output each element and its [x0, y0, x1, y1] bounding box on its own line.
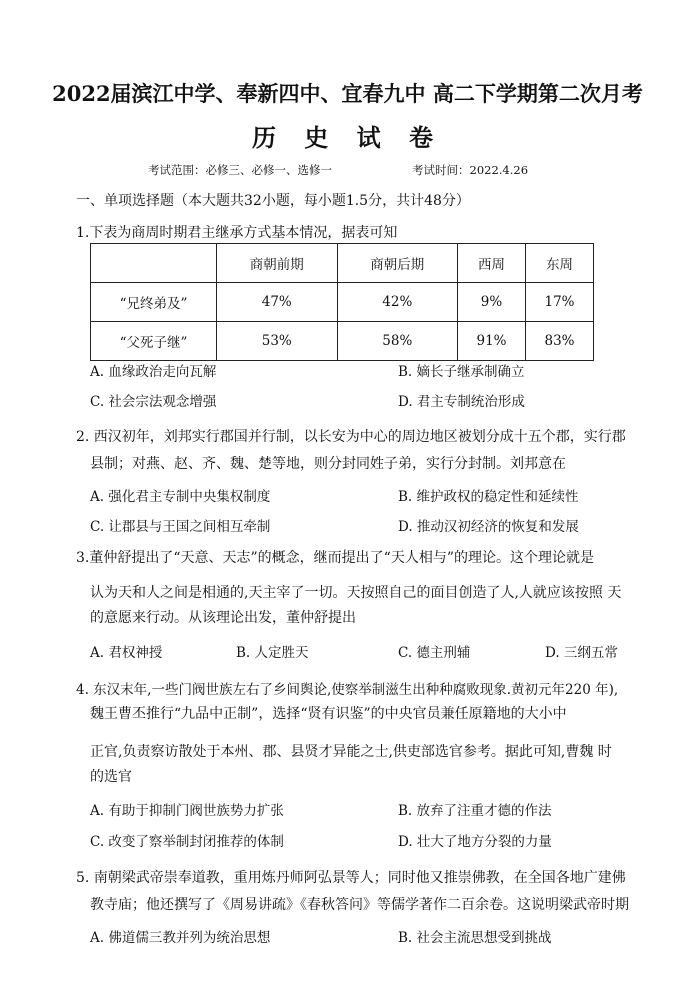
- table-row: [91, 244, 594, 283]
- table-cell: [91, 244, 217, 283]
- q4-option-b[interactable]: B. 放弃了注重才德的作法: [398, 803, 552, 819]
- q5-stem-line2: 教寺庙；他还撰写了《周易讲疏》《春秋答问》等儒学著作二百余卷。这说明梁武帝时期: [90, 897, 629, 913]
- q4-stem-line4: 的选官: [90, 769, 132, 785]
- table-cell: 西周: [458, 244, 526, 283]
- table-row: [91, 322, 594, 361]
- table-cell: 58%: [337, 322, 458, 361]
- table-cell: “父死子继”: [91, 322, 217, 361]
- table-cell: 47%: [217, 283, 338, 322]
- q2-stem-line2: 县制；对燕、赵、齐、魏、楚等地，则分封同姓子弟，实行分封制。刘邦意在: [90, 456, 566, 472]
- table-cell: 83%: [526, 322, 594, 361]
- q3-stem-line1: 3.董仲舒提出了“天意、天志”的概念，继而提出了“天人相与”的理论。这个理论就是: [76, 550, 594, 566]
- q3-option-b[interactable]: B. 人定胜天: [236, 645, 309, 661]
- exam-title: 2022届滨江中学、奉新四中、宜春九中 高二下学期第二次月考: [52, 81, 643, 106]
- section-heading: 一、单项选择题（本大题共32小题，每小题1.5分，共计48分）: [76, 193, 470, 209]
- q1-option-a[interactable]: A. 血缘政治走向瓦解: [90, 364, 217, 380]
- q4-stem-line3: 正官,负责察访散处于本州、郡、县贤才异能之士,供吏部选官参考。据此可知,曹魏 时: [90, 744, 612, 760]
- q3-option-d[interactable]: D. 三纲五常: [545, 645, 618, 661]
- table-cell: 9%: [458, 283, 526, 322]
- table-cell: 91%: [458, 322, 526, 361]
- table-cell: 商朝前期: [217, 244, 338, 283]
- table-cell: 东周: [526, 244, 594, 283]
- q5-option-b[interactable]: B. 社会主流思想受到挑战: [398, 930, 552, 946]
- q3-stem-line2: 认为天和人之间是相通的,天主宰了一切。天按照自己的面目创造了人,人就应该按照 天: [90, 585, 622, 601]
- q4-stem-line1: 4. 东汉末年,一些门阀世族左右了乡间舆论,使察举制滋生出种种腐败现象.黄初元年220 年),: [76, 682, 619, 698]
- table-cell: 53%: [217, 322, 338, 361]
- table-row: [91, 283, 594, 322]
- table-cell: 42%: [337, 283, 458, 322]
- q2-option-a[interactable]: A. 强化君主专制中央集权制度: [90, 489, 271, 505]
- q1-table: [90, 243, 594, 361]
- q2-option-b[interactable]: B. 维护政权的稳定性和延续性: [398, 489, 579, 505]
- exam-scope: 考试范围：必修三、必修一、选修一: [148, 163, 332, 177]
- q4-option-d[interactable]: D. 壮大了地方分裂的力量: [398, 834, 552, 850]
- q4-option-c[interactable]: C. 改变了察举制封闭推荐的体制: [90, 834, 284, 850]
- q1-option-d[interactable]: D. 君主专制统治形成: [398, 394, 525, 410]
- q4-stem-line2: 魏王曹丕推行“九品中正制”，选择“贤有识鉴”的中央官员兼任原籍地的大小中: [90, 706, 567, 722]
- table-cell: 商朝后期: [337, 244, 458, 283]
- q3-option-c[interactable]: C. 德主刑辅: [398, 645, 471, 661]
- q3-option-a[interactable]: A. 君权神授: [90, 645, 163, 661]
- q1-option-c[interactable]: C. 社会宗法观念增强: [90, 394, 217, 410]
- table-cell: “兄终弟及”: [91, 283, 217, 322]
- q5-option-a[interactable]: A. 佛道儒三教并列为统治思想: [90, 930, 271, 946]
- q2-option-d[interactable]: D. 推动汉初经济的恢复和发展: [398, 519, 579, 535]
- q1-stem: 1.下表为商周时期君主继承方式基本情况，据表可知: [76, 225, 398, 241]
- exam-time: 考试时间：2022.4.26: [412, 163, 529, 177]
- q5-stem-line1: 5. 南朝梁武帝崇奉道教，重用炼丹师阿弘景等人；同时他又推崇佛教，在全国各地广建佛: [76, 870, 626, 886]
- q2-stem-line1: 2. 西汉初年，刘邦实行郡国并行制，以长安为中心的周边地区被划分成十五个郡，实行郡: [76, 429, 626, 445]
- q1-option-b[interactable]: B. 嫡长子继承制确立: [398, 364, 525, 380]
- q2-option-c[interactable]: C. 让郡县与王国之间相互牵制: [90, 519, 271, 535]
- table-cell: 17%: [526, 283, 594, 322]
- subject-title: 历 史 试 卷: [251, 123, 444, 152]
- q4-option-a[interactable]: A. 有助于抑制门阀世族势力扩张: [90, 803, 284, 819]
- q3-stem-line3: 的意愿来行动。从该理论出发，董仲舒提出: [90, 610, 356, 626]
